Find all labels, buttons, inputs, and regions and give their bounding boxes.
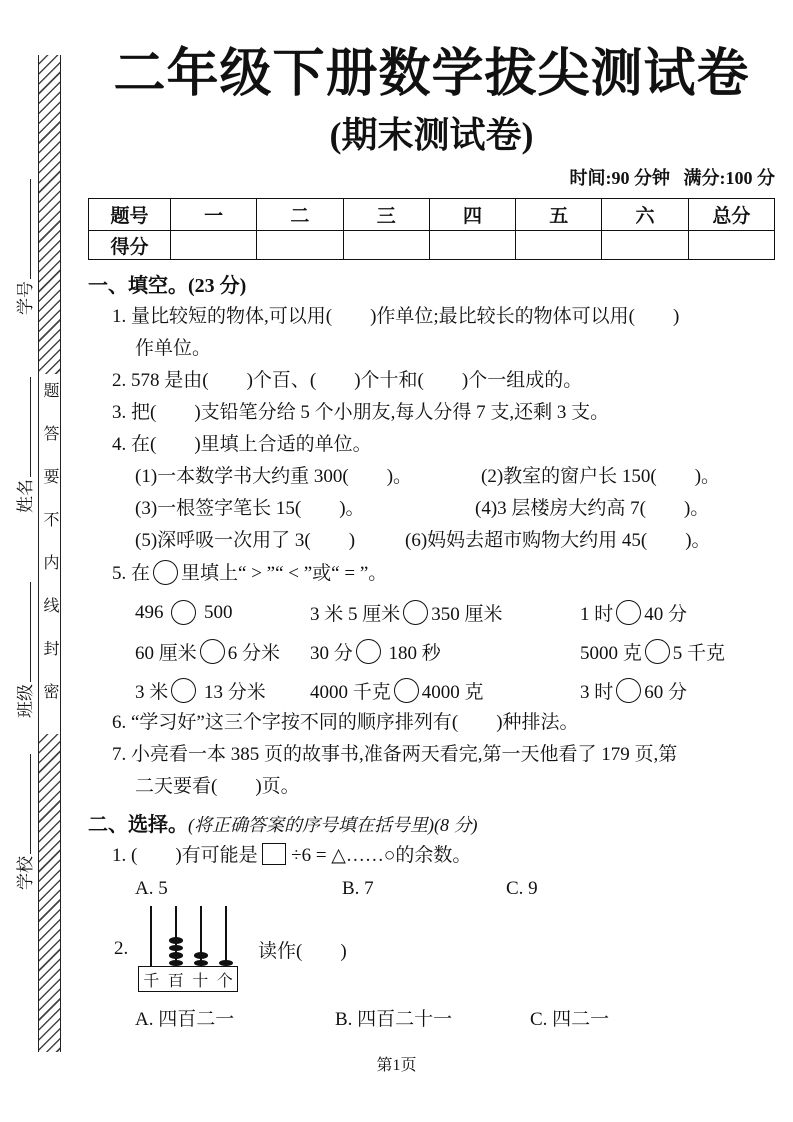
question-5-intro-pre: 5. 在 xyxy=(112,563,151,585)
score-label: 得分 xyxy=(89,231,171,260)
compare-left: 3 时 xyxy=(580,682,614,704)
place-label-hundreds: 百 xyxy=(167,972,184,990)
main-content xyxy=(88,0,775,1033)
option-c: C. 四二一 xyxy=(530,1009,610,1031)
student-id-label: 学号 xyxy=(16,281,35,315)
section-fill-heading: 一、填空。(23 分) xyxy=(88,275,247,298)
question-4-subrow-3 xyxy=(88,528,775,554)
compare-right: 500 xyxy=(199,601,233,623)
compare-right: 180 秒 xyxy=(383,643,441,665)
option-a: A. 5 xyxy=(135,878,168,900)
page-title: 二年级下册数学拔尖测试卷 xyxy=(113,46,750,103)
choice-heading-score: (8 分) xyxy=(434,815,478,836)
comparison-item xyxy=(310,638,580,665)
compare-right: 13 分米 xyxy=(199,682,266,704)
choice-q1-options xyxy=(88,876,775,902)
score-cell xyxy=(257,231,343,260)
question-4-item-4: (4)3 层楼房大约高 7( )。 xyxy=(475,498,710,520)
score-col-5: 五 xyxy=(516,199,602,231)
score-table-header-row xyxy=(89,199,775,231)
student-id-field xyxy=(11,167,33,327)
class-field xyxy=(11,570,33,730)
section-choice-heading xyxy=(88,808,775,837)
compare-left: 1 时 xyxy=(580,604,614,626)
abacus-bead xyxy=(194,952,208,959)
class-blank-line xyxy=(16,582,31,682)
compare-right: 6 分米 xyxy=(227,643,281,665)
exam-meta: 时间:90 分钟 满分:100 分 xyxy=(569,168,775,189)
choice-q2-number: 2. xyxy=(114,938,129,960)
comparison-item xyxy=(135,600,310,625)
score-cell xyxy=(516,231,602,260)
student-id-blank-line xyxy=(16,179,31,279)
comparison-circle-icon xyxy=(394,678,419,703)
abacus-rod xyxy=(138,906,163,966)
question-1-line-1: 1. 量比较短的物体,可以用( )作单位;最比较长的物体可以用( ) xyxy=(112,306,680,328)
score-col-2: 二 xyxy=(257,199,343,231)
name-blank-line xyxy=(16,377,31,477)
question-4-item-1: (1)一本数学书大约重 300( )。 xyxy=(135,466,413,488)
score-col-total: 总分 xyxy=(688,199,774,231)
school-field xyxy=(11,742,33,902)
comparison-item xyxy=(580,599,687,626)
score-cell xyxy=(602,231,688,260)
comparison-circle-icon xyxy=(356,639,381,664)
option-b: B. 四百二十一 xyxy=(335,1009,453,1031)
comparison-circle-icon xyxy=(403,600,428,625)
comparison-item xyxy=(310,599,580,626)
choice-q1-pre: 1. ( )有可能是 xyxy=(112,845,263,867)
question-5-row-1 xyxy=(88,599,775,626)
question-2: 2. 578 是由( )个百、( )个十和( )个一组成的。 xyxy=(112,370,583,392)
option-b: B. 7 xyxy=(342,878,374,900)
score-col-1: 一 xyxy=(171,199,257,231)
compare-left: 4000 千克 xyxy=(310,682,391,704)
question-5-intro-post: 里填上“ > ”“ < ”或“ = ”。 xyxy=(181,563,388,585)
score-table-corner: 题号 xyxy=(89,199,171,231)
question-4: 4. 在( )里填上合适的单位。 xyxy=(112,434,372,456)
comparison-item xyxy=(135,677,310,704)
compare-left: 60 厘米 xyxy=(135,643,197,665)
question-3: 3. 把( )支铅笔分给 5 个小朋友,每人分得 7 支,还剩 3 支。 xyxy=(112,402,610,424)
question-4-item-6: (6)妈妈去超市购物大约用 45( )。 xyxy=(405,530,711,552)
compare-left: 3 米 5 厘米 xyxy=(310,604,401,626)
comparison-circle-icon xyxy=(171,678,196,703)
name-label: 姓名 xyxy=(16,479,35,513)
place-label-tens: 十 xyxy=(192,972,209,990)
hatch-bottom xyxy=(39,734,60,1053)
place-label-thousands: 千 xyxy=(143,972,160,990)
score-col-6: 六 xyxy=(602,199,688,231)
compare-left: 5000 克 xyxy=(580,643,642,665)
score-cell xyxy=(343,231,429,260)
comparison-circle-icon xyxy=(200,639,225,664)
score-col-3: 三 xyxy=(343,199,429,231)
name-field xyxy=(11,365,33,525)
school-blank-line xyxy=(16,754,31,854)
abacus-bead xyxy=(169,960,183,967)
page-subtitle: (期末测试卷) xyxy=(329,115,534,156)
abacus-figure xyxy=(138,906,238,992)
comparison-item xyxy=(580,638,725,665)
comparison-circle-icon xyxy=(153,560,178,585)
abacus-rod xyxy=(213,906,238,966)
abacus-bead xyxy=(169,937,183,944)
question-5-row-2 xyxy=(88,638,775,665)
question-4-item-5: (5)深呼吸一次用了 3( ) xyxy=(135,530,356,552)
hatch-top xyxy=(39,55,60,374)
option-a: A. 四百二一 xyxy=(135,1009,235,1031)
school-label: 学校 xyxy=(16,856,35,890)
compare-right: 40 分 xyxy=(644,604,688,626)
place-label-ones: 个 xyxy=(216,972,233,990)
abacus-bead xyxy=(169,952,183,959)
question-1-line-2: 作单位。 xyxy=(135,338,212,360)
choice-heading-main: 二、选择。 xyxy=(88,814,188,837)
comparison-circle-icon xyxy=(171,600,196,625)
comparison-circle-icon xyxy=(616,678,641,703)
abacus-rod-line xyxy=(150,906,152,967)
question-5-intro xyxy=(88,560,775,587)
compare-left: 496 xyxy=(135,601,169,623)
abacus-rod xyxy=(188,906,213,966)
choice-heading-note: (将正确答案的序号填在括号里) xyxy=(188,815,434,836)
option-c: C. 9 xyxy=(506,878,538,900)
compare-right: 60 分 xyxy=(644,682,688,704)
question-7-line-2: 二天要看( )页。 xyxy=(135,776,300,798)
score-cell xyxy=(688,231,774,260)
compare-left: 3 米 xyxy=(135,682,169,704)
score-table-score-row xyxy=(89,231,775,260)
score-table xyxy=(88,198,775,260)
question-4-subrow-2 xyxy=(88,496,775,522)
comparison-item xyxy=(310,677,580,704)
comparison-circle-icon xyxy=(645,639,670,664)
choice-q1-post: ÷6 = △……○的余数。 xyxy=(286,845,472,867)
choice-q2-options xyxy=(88,1007,775,1033)
compare-left: 30 分 xyxy=(310,643,353,665)
seal-line-strip xyxy=(38,55,61,1052)
comparison-item xyxy=(580,677,687,704)
square-placeholder-icon xyxy=(262,843,286,865)
compare-right: 4000 克 xyxy=(421,682,484,704)
abacus-rods xyxy=(138,906,238,966)
abacus-bead xyxy=(169,945,183,952)
question-7-line-1: 7. 小亮看一本 385 页的故事书,准备两天看完,第一天他看了 179 页,第 xyxy=(112,744,678,766)
question-4-item-2: (2)教室的窗户长 150( )。 xyxy=(481,466,721,488)
score-cell xyxy=(429,231,515,260)
choice-question-1 xyxy=(88,843,775,869)
comparison-circle-icon xyxy=(616,600,641,625)
seal-line-text: 题答要不内线封密 xyxy=(41,381,58,726)
choice-question-2 xyxy=(88,906,775,1000)
question-6: 6. “学习好”这三个字按不同的顺序排列有( )种排法。 xyxy=(112,712,579,734)
abacus-bead xyxy=(219,960,233,967)
comparison-item xyxy=(135,638,310,665)
question-5-row-3 xyxy=(88,677,775,704)
compare-right: 350 厘米 xyxy=(431,604,503,626)
question-4-subrow-1 xyxy=(88,464,775,490)
abacus-rod xyxy=(163,906,188,966)
class-label: 班级 xyxy=(16,684,35,718)
page-number: 第1页 xyxy=(376,1057,417,1074)
abacus-place-labels xyxy=(138,966,238,992)
question-4-item-3: (3)一根签字笔长 15( )。 xyxy=(135,498,365,520)
compare-right: 5 千克 xyxy=(672,643,726,665)
abacus-bead xyxy=(194,960,208,967)
choice-q2-read-as: 读作( ) xyxy=(258,941,347,963)
score-col-4: 四 xyxy=(429,199,515,231)
score-cell xyxy=(171,231,257,260)
